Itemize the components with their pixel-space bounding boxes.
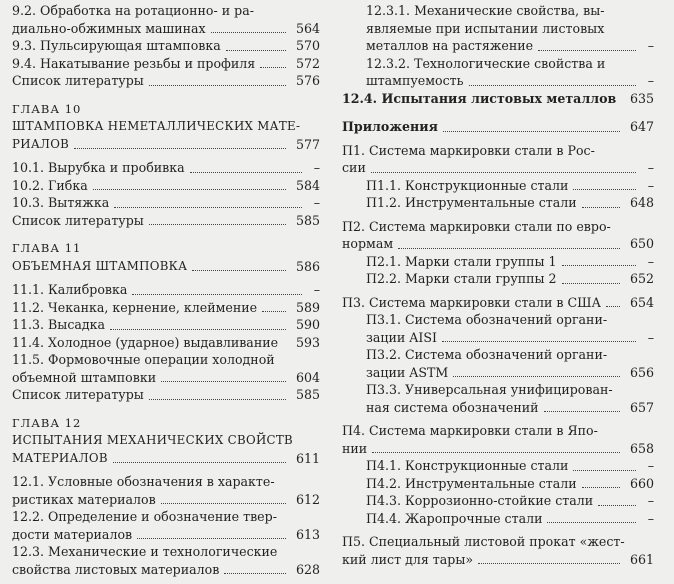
toc-entry: [12, 258, 320, 276]
dot-leader: [443, 131, 620, 132]
toc-entry: [12, 543, 320, 578]
toc-entry: [12, 281, 320, 299]
toc-page-number: –: [647, 458, 654, 473]
toc-entry-text: П3.1. Система обозначений органи-: [366, 312, 608, 327]
toc-entry-text: 9.2. Обработка на ротационно- и ра-: [12, 3, 254, 18]
toc-entry: [342, 90, 654, 108]
toc-page-number: 635: [629, 90, 654, 106]
toc-page-number: 576: [295, 73, 320, 88]
toc-entry: [342, 492, 654, 510]
toc-entry-text: объемной штамповки: [12, 369, 157, 385]
toc-entry-text: сии: [342, 160, 366, 175]
toc-entry-text: ристиках материалов: [12, 491, 156, 507]
toc-entry-text: 11.5. Формовочные операции холодной: [12, 352, 275, 367]
dot-leader: [192, 270, 286, 271]
toc-page-number: 572: [295, 55, 320, 71]
toc-page-number: –: [313, 195, 320, 210]
toc-entry-text: МАТЕРИАЛОВ: [12, 450, 108, 465]
toc-entry: [12, 177, 320, 195]
dot-leader: [478, 563, 620, 564]
toc-entry-text: П3. Система маркировки стали в США: [342, 294, 602, 310]
toc-entry: [342, 457, 654, 475]
toc-entry-text: являемые при испытании листовых: [366, 20, 605, 36]
toc-entry: [342, 253, 654, 271]
toc-page-number: 584: [295, 177, 320, 193]
toc-entry: [12, 37, 320, 55]
toc-entry-text: зации AISI: [366, 329, 437, 345]
dot-leader: [149, 399, 286, 400]
dot-leader: [582, 487, 620, 488]
dot-leader: [132, 294, 302, 295]
toc-page-number: 648: [629, 195, 654, 210]
toc-entry-text: П4.4. Жаропрочные стали: [366, 510, 543, 526]
toc-entry: [342, 533, 654, 568]
toc-entry-text: 11.3. Высадка: [12, 317, 106, 332]
toc-entry-text: П4.3. Коррозионно-стойкие стали: [366, 493, 594, 508]
toc-entry: [342, 2, 654, 55]
toc-entry-text: ная система обозначений: [366, 399, 539, 415]
toc-page-number: 661: [629, 551, 654, 567]
toc-entry-text: РИАЛОВ: [12, 136, 70, 151]
toc-page-number: 611: [295, 450, 320, 466]
toc-entry: [342, 55, 654, 90]
dot-leader: [573, 189, 636, 190]
toc-page-number: 593: [295, 334, 320, 350]
toc-entry-text: П1.1. Конструкционные стали: [366, 177, 569, 193]
dot-leader: [149, 224, 286, 225]
toc-page-number: 612: [295, 491, 320, 507]
toc-entry-text: П3.3. Универсальная унифицирован-: [366, 382, 613, 397]
toc-page-number: 652: [629, 271, 654, 286]
toc-entry: [12, 386, 320, 404]
dot-leader: [371, 172, 636, 173]
dot-leader: [161, 381, 286, 382]
toc-entry: [12, 159, 320, 177]
toc-entry-text: ОБЪЕМНАЯ ШТАМПОВКА: [12, 258, 188, 273]
toc-entry: [12, 212, 320, 230]
toc-page-number: 657: [629, 399, 654, 415]
toc-entry-text: кий лист для тары»: [342, 551, 474, 567]
toc-entry-text: 9.4. Накатывание резьбы и профиля: [12, 55, 256, 71]
toc-entry-text: 12.2. Определение и обозначение твер-: [12, 509, 277, 524]
toc-entry: [342, 381, 654, 416]
toc-entry-text: 11.4. Холодное (ударное) выдавливание: [12, 334, 279, 350]
toc-entry: [12, 334, 320, 352]
toc-entry-text: ГЛАВА 11: [12, 241, 82, 255]
toc-entry-text: штампуемость: [366, 73, 464, 88]
toc-entry-text: П4.1. Конструкционные стали: [366, 458, 569, 473]
toc-page-number: 590: [295, 317, 320, 332]
toc-entry: [342, 194, 654, 212]
toc-entry: [342, 294, 654, 312]
toc-entry: [12, 299, 320, 317]
dot-leader: [469, 85, 637, 86]
dot-leader: [453, 376, 620, 377]
toc-entry-text: Список литературы: [12, 212, 144, 228]
toc-entry: [12, 2, 320, 37]
dot-leader: [190, 172, 302, 173]
toc-entry-text: П1. Система маркировки стали в Рос-: [342, 142, 595, 158]
toc-entry-text: ГЛАВА 10: [12, 101, 82, 116]
toc-entry-text: П4.2. Инструментальные стали: [366, 475, 577, 491]
toc-entry: [12, 55, 320, 73]
dot-leader: [110, 329, 286, 330]
dot-leader: [211, 32, 286, 33]
dot-leader: [562, 283, 620, 284]
toc-entry: [12, 72, 320, 90]
toc-page-number: –: [647, 177, 654, 193]
toc-page-number: 589: [295, 299, 320, 315]
toc-entry-text: П2.2. Марки стали группы 2: [366, 271, 557, 286]
toc-entry-text: нормам: [342, 236, 394, 251]
toc-entry-text: 12.3.2. Технологические свойства и: [366, 55, 606, 71]
toc-page-number: 570: [295, 38, 320, 53]
toc-page-number: –: [647, 73, 654, 88]
toc-right-column: [342, 2, 654, 568]
dot-leader: [398, 248, 620, 249]
toc-entry-text: 10.2. Гибка: [12, 177, 88, 193]
toc-page-number: –: [647, 329, 654, 345]
toc-entry-text: П2. Система маркировки стали по евро-: [342, 218, 611, 234]
toc-page-number: –: [647, 38, 654, 53]
toc-entry-text: ИСПЫТАНИЯ МЕХАНИЧЕСКИХ СВОЙСТВ: [12, 433, 294, 447]
toc-page-number: 604: [295, 369, 320, 385]
dot-leader: [226, 50, 286, 51]
toc-entry: [12, 101, 320, 119]
toc-page-number: 658: [629, 440, 654, 456]
toc-entry-text: дости материалов: [12, 526, 133, 542]
toc-entry: [12, 473, 320, 508]
toc-entry: [342, 218, 654, 253]
toc-entry: [12, 351, 320, 386]
toc-page-number: 585: [295, 387, 320, 402]
toc-entry-text: 10.1. Вырубка и пробивка: [12, 160, 185, 175]
dot-leader: [598, 505, 636, 506]
toc-entry-text: 11.1. Калибровка: [12, 282, 128, 297]
toc-entry: [342, 142, 654, 177]
toc-page-number: 586: [295, 258, 320, 274]
dot-leader: [149, 85, 286, 86]
toc-page-number: 660: [629, 475, 654, 491]
dot-leader: [538, 50, 636, 51]
dot-leader: [573, 470, 636, 471]
toc-entry: [342, 270, 654, 288]
dot-leader: [372, 452, 620, 453]
toc-page-number: –: [313, 282, 320, 297]
toc-entry-text: 9.3. Пульсирующая штамповка: [12, 38, 221, 53]
toc-entry-text: П1.2. Инструментальные стали: [366, 195, 577, 210]
toc-page-number: 585: [295, 212, 320, 228]
toc-entry-text: нии: [342, 440, 368, 456]
toc-entry-text: П2.1. Марки стали группы 1: [366, 253, 557, 269]
toc-page-number: 654: [629, 294, 654, 310]
toc-entry: [12, 240, 320, 258]
toc-page-number: 564: [295, 20, 320, 36]
dot-leader: [442, 341, 636, 342]
dot-leader: [260, 67, 286, 68]
toc-entry-text: Приложения: [342, 119, 438, 134]
toc-entry: [342, 510, 654, 528]
toc-page-number: –: [313, 160, 320, 175]
dot-leader: [161, 503, 286, 504]
toc-left-column: [12, 2, 320, 578]
toc-entry: [12, 508, 320, 543]
toc-page-number: 647: [629, 119, 654, 134]
toc-entry: [342, 475, 654, 493]
toc-page-number: –: [647, 510, 654, 526]
toc-entry-text: П3.2. Система обозначений органи-: [366, 347, 608, 362]
toc-page-number: 656: [629, 364, 654, 380]
toc-entry-text: 12.4. Испытания листовых металлов: [342, 90, 617, 106]
toc-entry-text: металлов на растяжение: [366, 38, 534, 53]
dot-leader: [582, 207, 620, 208]
dot-leader: [114, 207, 302, 208]
toc-entry-text: свойства листовых материалов: [12, 561, 220, 577]
toc-entry: [342, 311, 654, 346]
toc-page-number: 577: [295, 136, 320, 152]
dot-leader: [544, 411, 620, 412]
toc-entry-text: 12.3. Механические и технологические: [12, 544, 278, 559]
dot-leader: [224, 573, 286, 574]
toc-page-number: 613: [295, 526, 320, 542]
toc-entry-text: зации ASTM: [366, 364, 449, 380]
toc-page-number: –: [647, 493, 654, 508]
toc-entry: [12, 118, 320, 153]
dot-leader: [93, 189, 286, 190]
toc-entry-text: Список литературы: [12, 73, 144, 88]
toc-entry-text: 10.3. Вытяжка: [12, 195, 110, 210]
toc-entry: [342, 346, 654, 381]
toc-entry: [12, 415, 320, 433]
dot-leader: [606, 306, 620, 307]
toc-page-number: –: [647, 160, 654, 175]
dot-leader: [74, 148, 286, 149]
toc-entry-text: 12.1. Условные обозначения в характе-: [12, 474, 275, 489]
toc-entry-text: ГЛАВА 12: [12, 415, 82, 430]
toc-page-number: 650: [629, 236, 654, 251]
toc-page-number: –: [647, 253, 654, 269]
toc-page-number: 628: [295, 561, 320, 577]
toc-entry: [12, 194, 320, 212]
toc-entry: [342, 422, 654, 457]
dot-leader: [113, 462, 286, 463]
toc-entry-text: 12.3.1. Механические свойства, вы-: [366, 3, 605, 18]
toc-entry: [12, 316, 320, 334]
toc-entry-text: 11.2. Чеканка, кернение, клеймение: [12, 299, 258, 315]
toc-entry: [12, 432, 320, 467]
toc-entry-text: Список литературы: [12, 387, 144, 402]
toc-entry-text: П5. Специальный листовой прокат «жест-: [342, 534, 625, 549]
toc-entry: [342, 118, 654, 136]
toc-entry-text: диально-обжимных машинах: [12, 20, 206, 36]
toc-entry-text: П4. Система маркировки стали в Япо-: [342, 423, 598, 438]
dot-leader: [137, 538, 286, 539]
toc-entry: [342, 177, 654, 195]
dot-leader: [547, 522, 636, 523]
dot-leader: [262, 311, 286, 312]
toc-entry-text: ШТАМПОВКА НЕМЕТАЛЛИЧЕСКИХ МАТЕ-: [12, 119, 301, 133]
dot-leader: [562, 265, 636, 266]
